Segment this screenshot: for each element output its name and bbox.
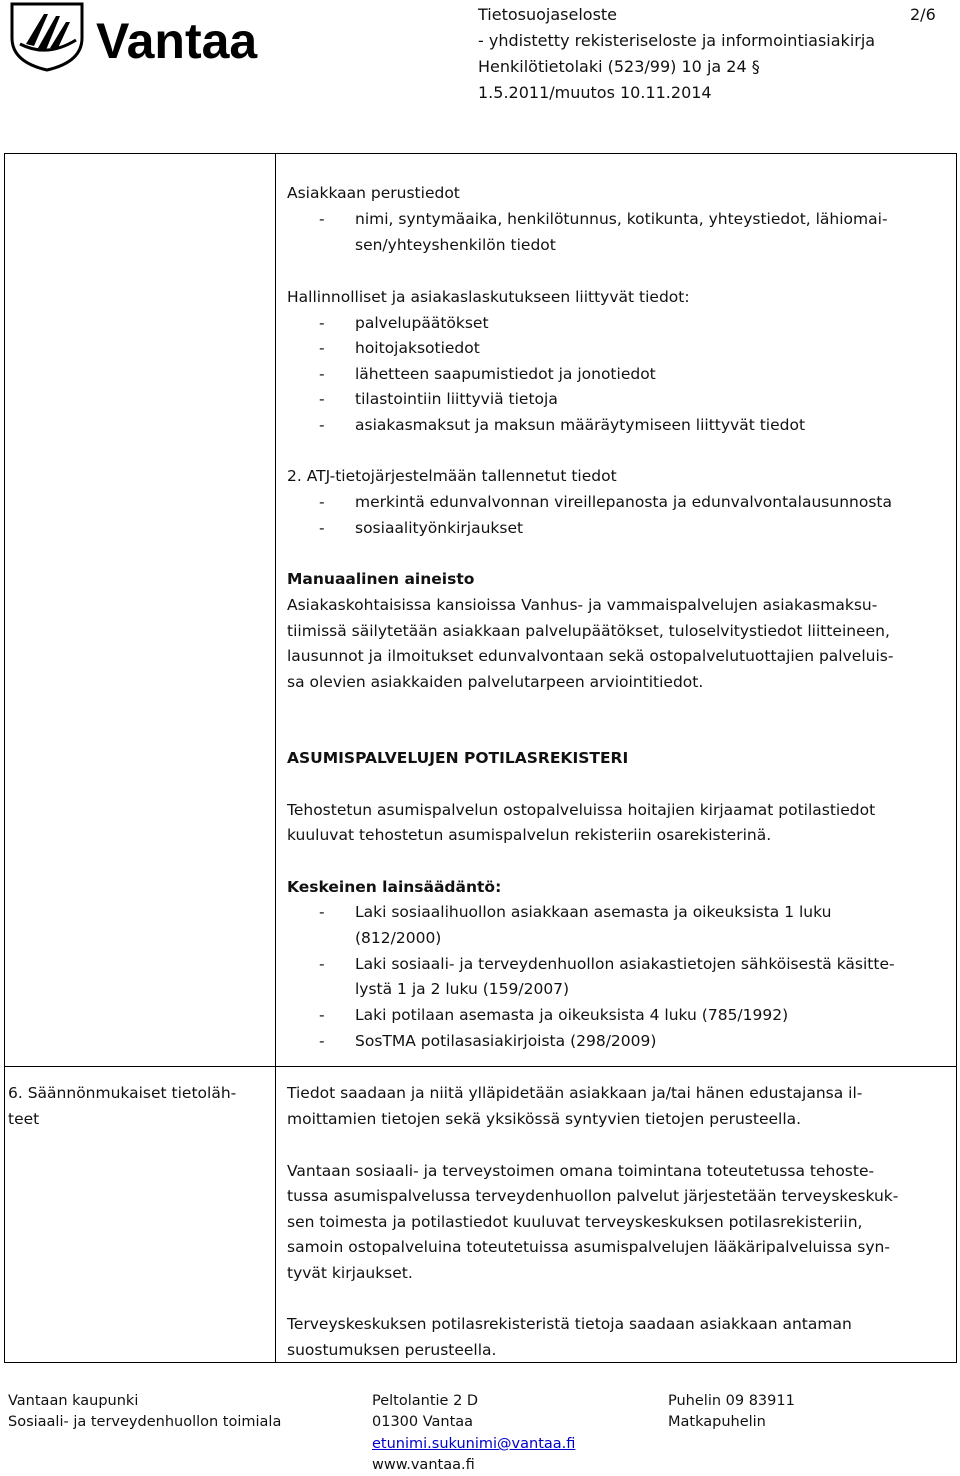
law-reference: Henkilötietolaki (523/99) 10 ja 24 § xyxy=(478,57,760,76)
list-item: Laki potilaan asemasta ja oikeuksista 4 luku (785/1992) xyxy=(355,1006,789,1024)
list-dash: - xyxy=(319,314,325,332)
footer-street-address: Peltolantie 2 D xyxy=(372,1393,479,1409)
list-dash: - xyxy=(319,955,325,973)
paragraph-line: Terveyskeskuksen potilasrekisteristä tietoja saadaan asiakkaan antaman xyxy=(287,1315,852,1333)
footer-mobile: Matkapuhelin xyxy=(668,1414,766,1430)
list-item: asiakasmaksut ja maksun määräytymiseen liittyvät tiedot xyxy=(355,416,806,434)
footer-website: www.vantaa.fi xyxy=(372,1457,475,1473)
list-dash: - xyxy=(319,1032,325,1050)
patient-register-heading: ASUMISPALVELUJEN POTILASREKISTERI xyxy=(287,749,629,767)
row-label: 6. Säännönmukaiset tietoläh- xyxy=(8,1084,237,1102)
list-item: SosTMA potilasasiakirjoista (298/2009) xyxy=(355,1032,657,1050)
atj-heading: 2. ATJ-tietojärjestelmään tallennetut tiedot xyxy=(287,467,617,485)
table-top-border xyxy=(4,153,957,154)
list-item: hoitojaksotiedot xyxy=(355,339,480,357)
list-item: sosiaalityönkirjaukset xyxy=(355,519,524,537)
list-item: lähetteen saapumistiedot ja jonotiedot xyxy=(355,365,656,383)
list-dash: - xyxy=(319,365,325,383)
document-subtitle: - yhdistetty rekisteriseloste ja informointiasiakirja xyxy=(478,31,876,50)
paragraph-line: Tiedot saadaan ja niitä ylläpidetään asiakkaan ja/tai hänen edustajansa il- xyxy=(287,1084,863,1102)
admin-info-heading: Hallinnolliset ja asiakaslaskutukseen liittyvät tiedot: xyxy=(287,288,690,306)
list-dash: - xyxy=(319,1006,325,1024)
list-item: Laki sosiaalihuollon asiakkaan asemasta ja oikeuksista 1 luku xyxy=(355,903,832,921)
table-right-border xyxy=(956,153,957,1363)
list-item: Laki sosiaali- ja terveydenhuollon asiakastietojen sähköisestä käsitte- xyxy=(355,955,895,973)
list-dash: - xyxy=(319,339,325,357)
table-row-divider xyxy=(4,1066,957,1067)
logo-wordmark: Vantaa xyxy=(96,13,258,69)
paragraph-line: kuuluvat tehostetun asumispalvelun rekisteriin osarekisterinä. xyxy=(287,826,772,844)
paragraph-line: sa olevien asiakkaiden palvelutarpeen arviointitiedot. xyxy=(287,673,704,691)
legislation-heading: Keskeinen lainsäädäntö: xyxy=(287,878,502,896)
footer-department: Sosiaali- ja terveydenhuollon toimiala xyxy=(8,1414,282,1430)
list-dash: - xyxy=(319,519,325,537)
vantaa-crest-icon xyxy=(4,0,304,72)
footer-phone: Puhelin 09 83911 xyxy=(668,1393,795,1409)
paragraph-line: samoin ostopalveluina toteutetuissa asumispalvelujen lääkäripalveluissa syn- xyxy=(287,1238,890,1256)
paragraph-line: tiimissä säilytetään asiakkaan palvelupäätökset, tuloselvitystiedot liitteineen, xyxy=(287,622,890,640)
paragraph-line: lausunnot ja ilmoitukset edunvalvontaan sekä ostopalvelutuottajien palveluis- xyxy=(287,647,894,665)
list-dash: - xyxy=(319,903,325,921)
list-item-continuation: (812/2000) xyxy=(355,929,442,947)
paragraph-line: Asiakaskohtaisissa kansioissa Vanhus- ja vammaispalvelujen asiakasmaksu- xyxy=(287,596,878,614)
row-label-continuation: teet xyxy=(8,1110,40,1128)
footer-email-link[interactable]: etunimi.sukunimi@vantaa.fi xyxy=(372,1436,576,1452)
paragraph-line: sen toimesta ja potilastiedot kuuluvat terveyskeskuksen potilasrekisteriin, xyxy=(287,1213,863,1231)
paragraph-line: tussa asumispalvelussa terveydenhuollon palvelut järjestetään terveyskeskuk- xyxy=(287,1187,899,1205)
list-dash: - xyxy=(319,390,325,408)
basic-info-heading: Asiakkaan perustiedot xyxy=(287,184,460,202)
footer-organization: Vantaan kaupunki xyxy=(8,1393,139,1409)
list-dash: - xyxy=(319,210,325,228)
list-item: palvelupäätökset xyxy=(355,314,489,332)
list-item: tilastointiin liittyviä tietoja xyxy=(355,390,558,408)
list-dash: - xyxy=(319,416,325,434)
vantaa-logo xyxy=(4,0,304,72)
document-title: Tietosuojaseloste xyxy=(478,5,618,24)
manual-material-heading: Manuaalinen aineisto xyxy=(287,570,475,588)
list-item: nimi, syntymäaika, henkilötunnus, kotikunta, yhteystiedot, lähiomai- xyxy=(355,210,888,228)
list-item-continuation: lystä 1 ja 2 luku (159/2007) xyxy=(355,980,570,998)
paragraph-line: tyvät kirjaukset. xyxy=(287,1264,413,1282)
paragraph-line: suostumuksen perusteella. xyxy=(287,1341,497,1359)
list-item: merkintä edunvalvonnan vireillepanosta ja edunvalvontalausunnosta xyxy=(355,493,892,511)
list-dash: - xyxy=(319,493,325,511)
paragraph-line: Tehostetun asumispalvelun ostopalveluissa hoitajien kirjaamat potilastiedot xyxy=(287,801,876,819)
paragraph-line: moittamien tietojen sekä yksikössä syntyvien tietojen perusteella. xyxy=(287,1110,802,1128)
document-date: 1.5.2011/muutos 10.11.2014 xyxy=(478,83,712,102)
footer-postal-address: 01300 Vantaa xyxy=(372,1414,474,1430)
list-item-continuation: sen/yhteyshenkilön tiedot xyxy=(355,236,556,254)
paragraph-line: Vantaan sosiaali- ja terveystoimen omana toimintana toteutetussa tehoste- xyxy=(287,1162,875,1180)
table-left-border xyxy=(4,153,5,1363)
table-column-divider xyxy=(275,153,276,1363)
page-number: 2/6 xyxy=(910,5,936,24)
